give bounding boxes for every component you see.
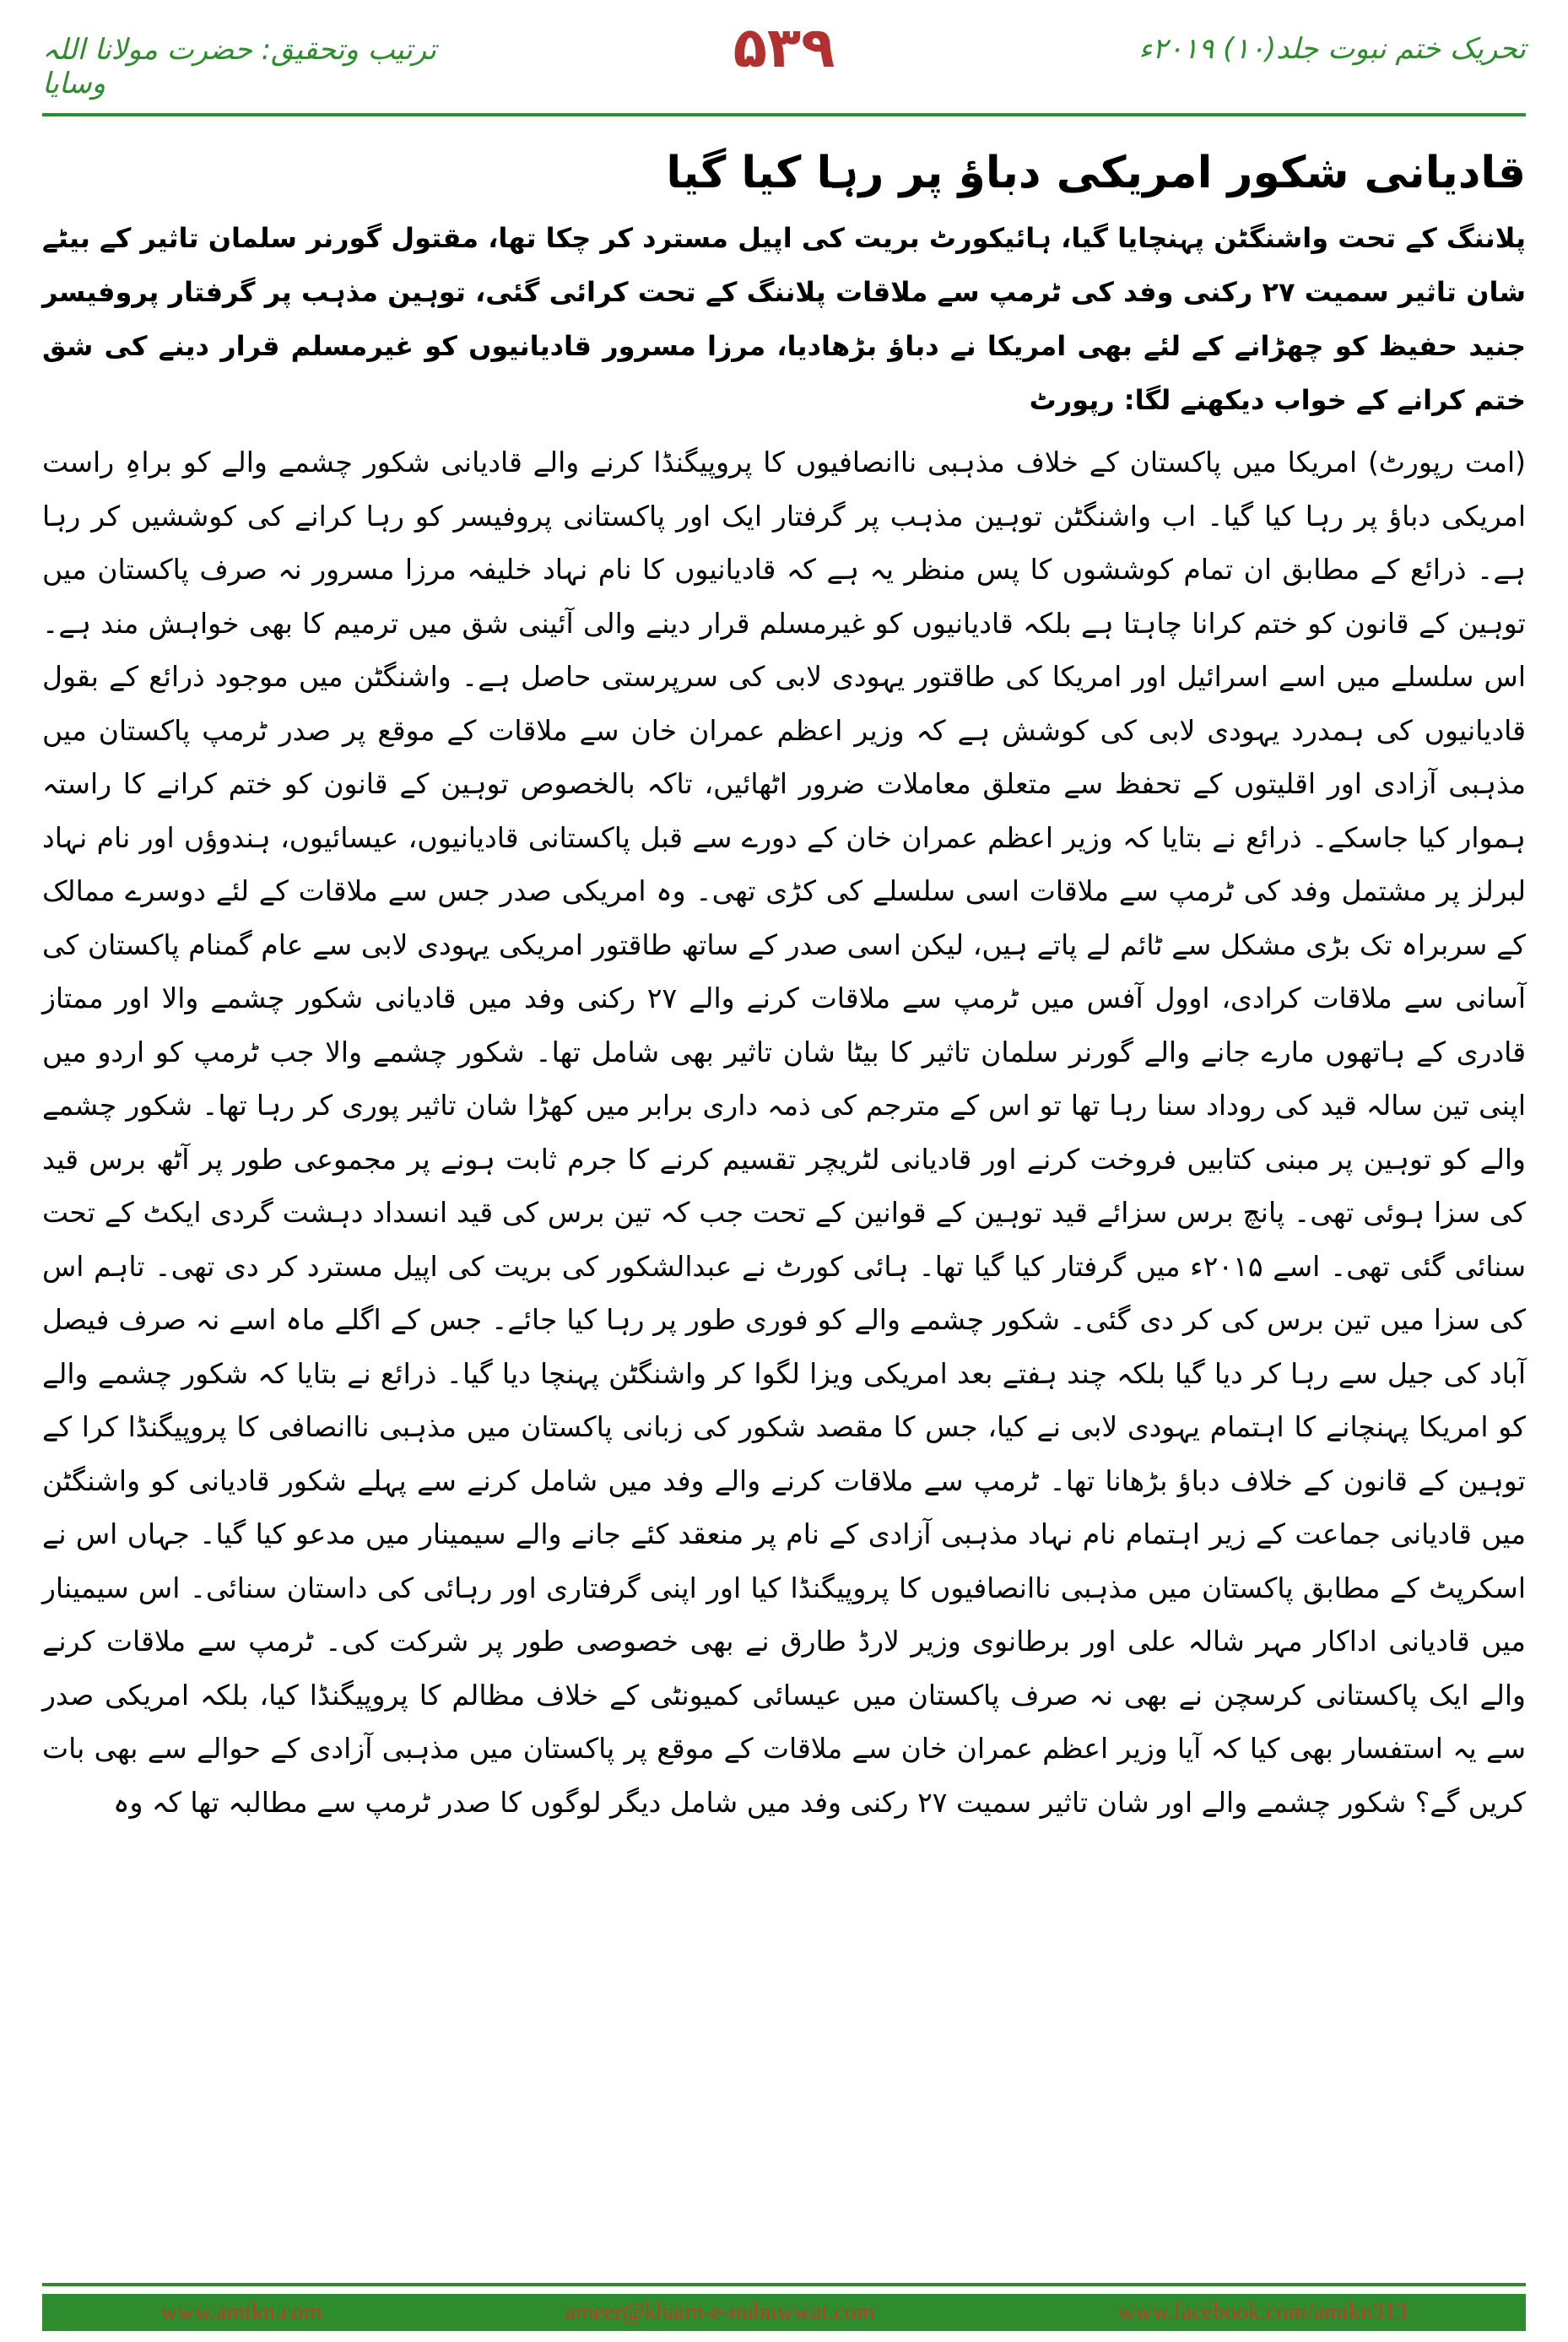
email-link[interactable]: ameer@khatm-e-nubuwwat.com — [565, 2299, 875, 2325]
compiler-credit: ترتیب وتحقیق: حضرت مولانا اللہ وسایا — [42, 33, 436, 100]
article — [42, 139, 1526, 1829]
website-link[interactable]: www.amtkn.com — [160, 2299, 322, 2325]
book-title: تحریک ختم نبوت جلد(۱۰) ۲۰۱۹ء — [1138, 32, 1526, 66]
article-headline: قادیانی شکور امریکی دباؤ پر رہا کیا گیا — [666, 148, 1526, 198]
article-body: (امت رپورٹ) امریکا میں پاکستان کے خلاف مذہبی ناانصافیوں کا پروپیگنڈا کرنے والے قادیانی شکور چشمے والے کو براہِ راست امریکی دباؤ پر رہا کیا گیا۔ اب واشنگٹن توہین مذہب پر گرفتار ایک اور پاکستانی پروفیسر کو رہا کرانے کی کوششیں کر رہا ہے۔ ذرائع کے مطابق ان تمام کوششوں کا پس منظر یہ ہے کہ قادیانیوں کا نام نہاد خلیفہ مرزا مسرور نہ صرف پاکستان میں توہین کے قانون کو ختم کرانا چاہتا ہے بلکہ قادیانیوں کو غیرمسلم قرار دینے والی آئینی شق میں ترمیم کا بھی خواہش مند ہے۔ اس سلسلے میں اسے اسرائیل اور امریکا کی طاقتور یہودی لابی کی سرپرستی حاصل ہے۔ واشنگٹن میں موجود ذرائع کے بقول قادیانیوں کی ہمدرد یہودی لابی کی کوشش ہے کہ وزیر اعظم عمران خان سے ملاقات کے موقع پر صدر ٹرمپ پاکستان میں مذہبی آزادی اور اقلیتوں کے تحفظ سے متعلق معاملات ضرور اٹھائیں، تاکہ بالخصوص توہین کے قانون کو ختم کرانے کا راستہ ہموار کیا جاسکے۔ ذرائع نے بتایا کہ وزیر اعظم عمران خان کے دورے سے قبل پاکستانی قادیانیوں، عیسائیوں، ہندوؤں اور نام نہاد لبرلز پر مشتمل وفد کی ٹرمپ سے ملاقات اسی سلسلے کی کڑی تھی۔ وہ امریکی صدر جس سے ملاقات کے لئے دوسرے ممالک کے سربراہ تک بڑی مشکل سے ٹائم لے پاتے ہیں، لیکن اسی صدر کے ساتھ طاقتور امریکی یہودی لابی سے عام گمنام پاکستان کی آسانی سے ملاقات کرادی، اوول آفس میں ٹرمپ سے ملاقات کرنے والے ۲۷ رکنی وفد میں قادیانی شکور چشمے والا اور ممتاز قادری کے ہاتھوں مارے جانے والے گورنر سلمان تاثیر کا بیٹا شان تاثیر بھی شامل تھا۔ شکور چشمے والا جب ٹرمپ کو اردو میں اپنی تین سالہ قید کی روداد سنا رہا تھا تو اس کے مترجم کی ذمہ داری برابر میں کھڑا شان تاثیر پوری کر رہا تھا۔ شکور چشمے والے کو توہین پر مبنی کتابیں فروخت کرنے اور قادیانی لٹریچر تقسیم کرنے کا جرم ثابت ہونے پر مجموعی طور پر آٹھ برس قید کی سزا ہوئی تھی۔ پانچ برس سزائے قید توہین کے قوانین کے تحت جب کہ تین برس کی قید انسداد دہشت گردی ایکٹ کے تحت سنائی گئی تھی۔ اسے ۲۰۱۵ء میں گرفتار کیا گیا تھا۔ ہائی کورٹ نے عبدالشکور کی بریت کی اپیل مسترد کر دی تھی۔ تاہم اس کی سزا میں تین برس کی کر دی گئی۔ شکور چشمے والے کو فوری طور پر رہا کیا جائے۔ جس کے اگلے ماہ اسے نہ صرف فیصل آباد کی جیل سے رہا کر دیا گیا بلکہ چند ہفتے بعد امریکی ویزا لگوا کر واشنگٹن پہنچا دیا گیا۔ ذرائع نے بتایا کہ شکور چشمے والے کو امریکا پہنچانے کا اہتمام یہودی لابی نے کیا، جس کا مقصد شکور کی زبانی پاکستان میں مذہبی ناانصافی کا پروپیگنڈا کرا کے توہین کے قانون کے خلاف دباؤ بڑھانا تھا۔ ٹرمپ سے ملاقات کرنے والے وفد میں شامل کرنے سے پہلے شکور قادیانی کو واشنگٹن میں قادیانی جماعت کے زیر اہتمام نام نہاد مذہبی آزادی کے نام پر منعقد کئے جانے والے سیمینار میں مدعو کیا گیا۔ جہاں اس نے اسکرپٹ کے مطابق پاکستان میں مذہبی ناانصافیوں کا پروپیگنڈا کیا اور اپنی گرفتاری اور رہائی کی داستان سنائی۔ اس سیمینار میں قادیانی اداکار مہر شالہ علی اور برطانوی وزیر لارڈ طارق نے بھی خصوصی طور پر شرکت کی۔ ٹرمپ سے ملاقات کرنے والے ایک پاکستانی کرسچن نے بھی نہ صرف پاکستان میں عیسائی کمیونٹی کے خلاف مظالم کا پروپیگنڈا کیا، بلکہ امریکی صدر سے یہ استفسار بھی کیا کہ آیا وزیر اعظم عمران خان سے ملاقات کے موقع پر پاکستان میں مذہبی آزادی کے حوالے سے بھی بات کریں گے؟ شکور چشمے والے اور شان تاثیر سمیت ۲۷ رکنی وفد میں شامل دیگر لوگوں کا صدر ٹرمپ سے مطالبہ تھا کہ وہ — [42, 446, 1527, 1819]
page-header — [0, 0, 1568, 127]
footer-divider — [42, 2283, 1526, 2286]
facebook-link[interactable]: www.facebook.com/amtkn313 — [1117, 2299, 1408, 2325]
header-divider — [42, 113, 1526, 116]
article-subheadline: پلاننگ کے تحت واشنگٹن پہنچایا گیا، ہائیکورٹ بریت کی اپیل مسترد کر چکا تھا، مقتول گورنر سلمان تاثیر کے بیٹے شان تاثیر سمیت ۲۷ رکنی وفد کی ٹرمپ سے ملاقات پلاننگ کے تحت کرائی گئی، توہین مذہب پر گرفتار پروفیسر جنید حفیظ کو چھڑانے کے لئے بھی امریکا نے دباؤ بڑھادیا، مرزا مسرور قادیانیوں کو غیرمسلم قرار دینے کی شق ختم کرانے کے خواب دیکھنے لگا: رپورٹ — [42, 222, 1527, 416]
page-footer — [42, 2294, 1526, 2331]
page-number: ۵۳۹ — [733, 15, 835, 80]
